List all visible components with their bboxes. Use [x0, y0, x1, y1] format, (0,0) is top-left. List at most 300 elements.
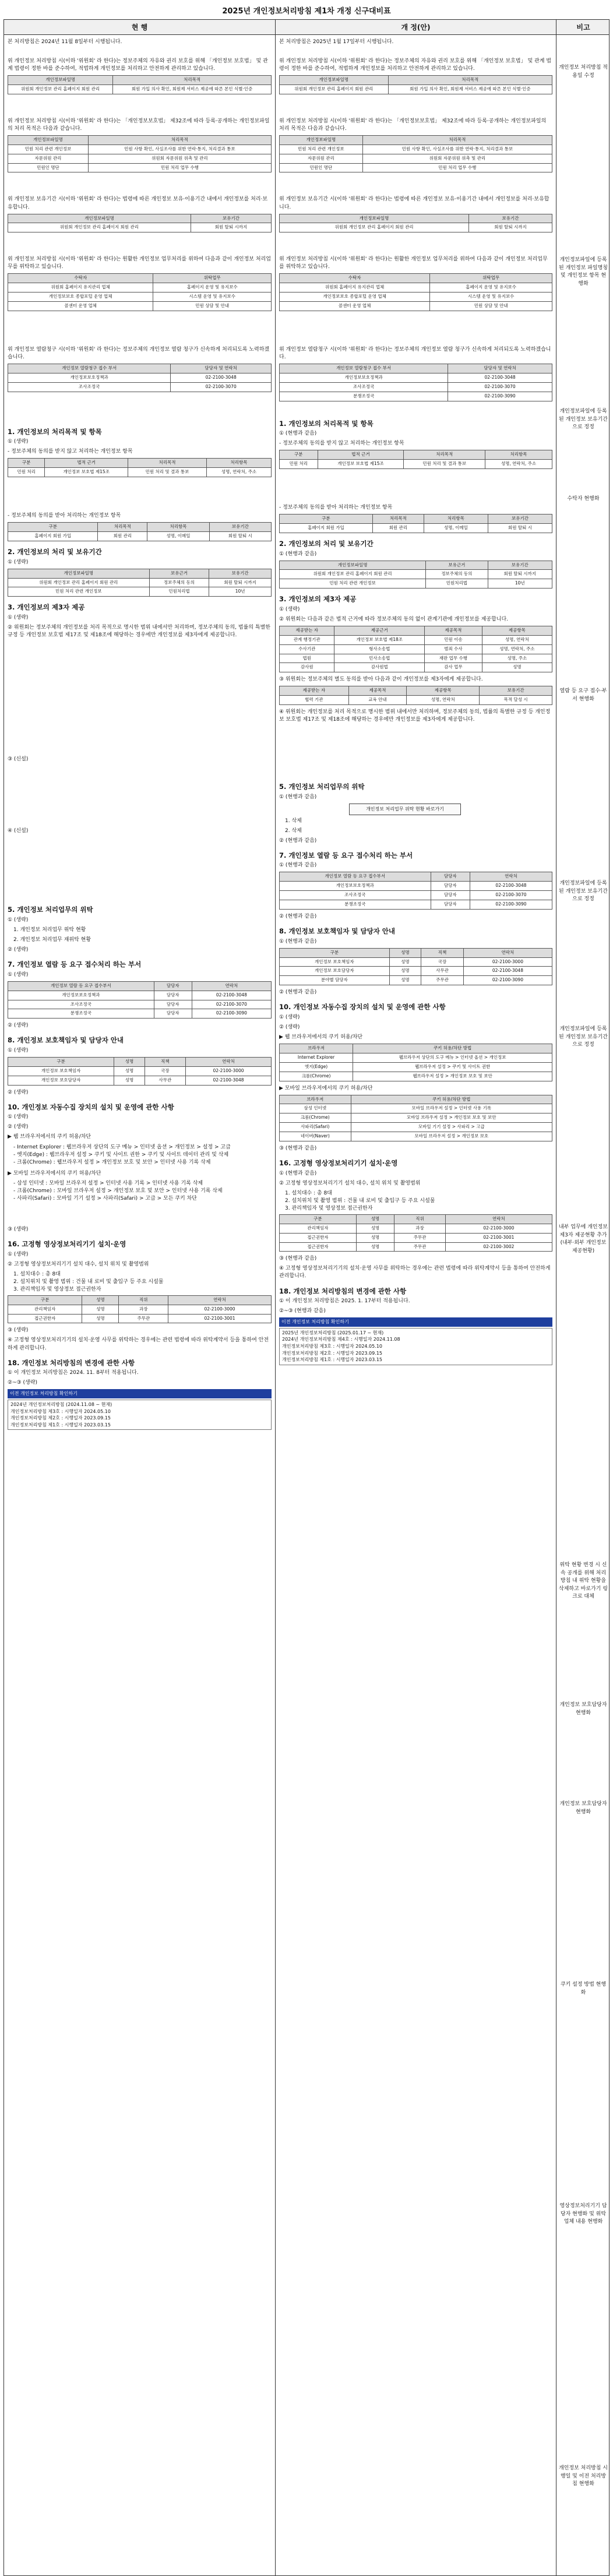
- s5-sub2: ② (생략): [8, 947, 29, 953]
- header-current: 현 행: [4, 20, 276, 34]
- section-10-title-new: 10. 개인정보 자동수집 장치의 설치 및 운영에 관한 사항: [279, 1003, 446, 1012]
- table-cell: 회원 탈퇴 시까지: [488, 570, 552, 579]
- table-cell: 위원회 자문위원 위촉 및 관리: [88, 154, 271, 163]
- table-row: [8, 145, 272, 154]
- outsourcing-table: [8, 273, 272, 311]
- table-header-row: [8, 569, 272, 578]
- table-cell: 민원인 명단: [8, 163, 89, 172]
- s16-sub3-new: ③ (현행과 같음): [279, 1256, 317, 1262]
- table-cell: 모바일 브라우저 설정 > 개인정보 보호: [351, 1132, 552, 1141]
- table-row: [280, 523, 552, 533]
- table-cell: 성명, 주소: [482, 654, 552, 663]
- column-header: 쿠키 허용/차단 방법: [351, 1095, 552, 1104]
- column-header: 브라우저: [280, 1095, 351, 1104]
- table-cell: 02-2100-3002: [445, 1242, 552, 1252]
- column-header: 처리항목: [206, 459, 271, 468]
- table-cell: 성명: [482, 663, 552, 672]
- list-item: 3. 관리책임자 및 영상정보 접근권한자: [285, 1205, 373, 1211]
- purpose-table: [8, 75, 272, 94]
- outsourcing-text-new: 위 개인정보 처리방침 시(이하 '위원회' 라 한다)는 원활한 개인정보 업무처리를 위하여 다음과 같이 개인정보 처리업무를 위탁하고 있습니다.: [279, 256, 548, 270]
- table-cell: 관리책임자: [280, 1224, 357, 1233]
- table-cell: 자문위원 관리: [280, 154, 363, 163]
- column-header: 개인정보파일명: [280, 135, 363, 145]
- table-row: [280, 1104, 552, 1113]
- s3-new4: ④ (신설): [8, 828, 29, 834]
- remark-p3: 개인정보파일에 등록된 개인정보 보유기간으로 정정: [559, 408, 608, 430]
- list-item: - 엣지(Edge) : 웹브라우저 설정 > 쿠키 및 사이트 권한 > 쿠키 및 사이트 데이터 관리 및 삭제: [13, 1151, 229, 1158]
- table-cell: 민원 사항 확인, 사실조사를 위한 연락·통지, 처리결과 통보: [88, 145, 271, 154]
- table-cell: 민원 처리 관련 개인정보: [8, 587, 150, 597]
- s1-b1: - 정보주체의 동의를 받지 않고 처리하는 개인정보 항목: [8, 449, 133, 455]
- s1-b2-new: - 정보주체의 동의를 받아 처리하는 개인정보 항목: [279, 505, 393, 511]
- table-row: [280, 145, 552, 154]
- table-cell: 위원회 자문위원 위촉 및 관리: [362, 154, 552, 163]
- table-row: [280, 967, 552, 976]
- s16-table: [8, 1295, 272, 1324]
- table-body: [3, 34, 610, 2576]
- table-cell: 분야별 담당자: [280, 976, 390, 985]
- s8-sub-new: ① (현행과 같음): [279, 938, 317, 945]
- table-cell: 협력 기관: [280, 696, 349, 705]
- list-item: 개인정보처리방침 제1호 : 시행일자 2023.03.15: [282, 1357, 382, 1363]
- column-header: 성명: [389, 948, 421, 957]
- table-row: [280, 579, 552, 589]
- table-cell: 성명: [389, 957, 421, 967]
- s7-table: [8, 981, 272, 1019]
- s10-b-new: ▶ 웹 브라우저에서의 쿠키 허용/차단: [279, 1034, 363, 1040]
- s7-table-new: [279, 872, 552, 910]
- s3-sub1: ① (생략): [8, 614, 29, 621]
- table-row: [280, 283, 552, 293]
- table-row: [8, 468, 272, 477]
- table-cell: 주무관: [394, 1242, 446, 1252]
- table-cell: 성명, 이메일: [147, 532, 209, 541]
- remark-s1: 개인정보파일에 등록된 개인정보 보유기간으로 정정: [559, 880, 608, 902]
- table-row: [280, 302, 552, 311]
- table-cell: 분쟁조정국: [280, 392, 448, 401]
- table-cell: 사파리(Safari): [280, 1123, 351, 1132]
- table-cell: 성명: [356, 1233, 394, 1242]
- s1-table1-new: [279, 450, 552, 469]
- table-cell: 02-2100-3000: [168, 1305, 272, 1314]
- section-1-new: [279, 419, 552, 533]
- table-cell: 민원 처리 관련 개인정보: [280, 145, 363, 154]
- table-row: [280, 570, 552, 579]
- s1-table2-new: [279, 514, 552, 533]
- section-1-title: 1. 개인정보의 처리목적 및 항목: [8, 427, 102, 436]
- file-block: [8, 118, 272, 173]
- table-cell: 국장: [145, 1066, 185, 1076]
- intro-new: 본 처리방침은 2025년 1월 17일부터 시행됩니다.: [279, 39, 394, 45]
- table-cell: 성명, 연락처, 주소: [206, 468, 271, 477]
- table-row: [280, 635, 552, 644]
- column-header: 담당자: [431, 872, 470, 882]
- s3-sub4-new: ④ 위원회는 개인정보를 처리 목적으로 명시한 범위 내에서만 처리하며, 정보주체의 동의, 법률의 특별한 규정 등 개인정보 보호법 제17조 및 제18조에 해당하는 경우에만 개인정보를 제3자에게 제공합니다.: [279, 709, 551, 723]
- list-item: 1. 설치대수 : 총 8대: [13, 1271, 61, 1277]
- s2-sub: ① (생략): [8, 559, 29, 565]
- prev-policy-banner-new[interactable]: 이전 개인정보 처리방침 확인하기: [279, 1317, 552, 1327]
- table-row: [8, 1066, 272, 1076]
- table-cell: 02-2100-3001: [445, 1233, 552, 1242]
- table-row: [8, 578, 272, 587]
- prev-policy-list: [8, 1400, 272, 1430]
- access-text: 위 개인정보 열람청구 시(이하 '위원회' 라 한다)는 정보주체의 개인정보 열람 청구가 신속하게 처리되도록 노력하겠습니다.: [8, 346, 270, 360]
- table-cell: 회원 탈퇴 시까지: [191, 223, 271, 232]
- column-header: 제공목적: [425, 626, 482, 635]
- table-row: [280, 373, 552, 382]
- remark-s2: 개인정보파일에 등록된 개인정보 보유기간으로 정정: [559, 1026, 608, 1048]
- table-cell: 관리책임자: [8, 1305, 82, 1314]
- intro: 본 처리방침은 2024년 11월 8일부터 시행됩니다.: [8, 39, 122, 45]
- table-cell: 위원회 개인정보 관리 홈페이지 회원 관리: [280, 570, 426, 579]
- s18-sub2: ②~③ (생략): [8, 1380, 37, 1386]
- column-header: 처리항목: [424, 515, 488, 524]
- table-cell: 성명: [82, 1305, 119, 1314]
- s7-sub2-new: ② (현행과 같음): [279, 913, 317, 919]
- table-row: [8, 373, 272, 382]
- table-cell: 정보주체의 동의: [149, 578, 209, 587]
- s5-l1: 1. 개인정보 처리업무 위탁 현황: [13, 926, 86, 933]
- column-header: 개인정보 열람 등 요구 접수부서: [280, 872, 431, 882]
- table-row: [280, 392, 552, 401]
- s10-b2-new: ▶ 모바일 브라우저에서의 쿠키 허용/차단: [279, 1085, 373, 1091]
- table-cell: 위원회 개인정보 관리 홈페이지 회원 관리: [8, 578, 150, 587]
- table-cell: 웹브라우저 상단의 도구 메뉴 > 인터넷 옵션 > 개인정보: [353, 1053, 552, 1062]
- column-header: 제공항목: [407, 686, 480, 696]
- purpose-text-new: 위 개인정보 처리방침 시(이하 '위원회' 라 한다)는 정보주체의 자유와 권리 보호를 위해 「개인정보 보호법」 및 관계 법령이 정한 바를 준수하여, 적법하게 개인정보를 처리하고 안전하게 관리하고 있습니다.: [279, 58, 551, 72]
- s8-table-new: [279, 948, 552, 986]
- column-header: 직위: [119, 1295, 168, 1305]
- list-item: 3. 관리책임자 및 영상정보 접근권한자: [13, 1286, 101, 1292]
- s7-sub-new: ① (현행과 같음): [279, 862, 317, 869]
- s1-sub1: ① (생략): [8, 439, 29, 445]
- section-5-title-new: 5. 개인정보 처리업무의 위탁: [279, 783, 365, 791]
- retention-text: 위 개인정보 보유기간 시(이하 '위원회' 라 한다)는 법령에 따른 개인정보 보유·이용기간 내에서 개인정보를 처리·보유합니다.: [8, 196, 268, 210]
- table-cell: 02-2100-3070: [192, 1000, 271, 1009]
- table-cell: 개인정보 보호담당자: [280, 967, 390, 976]
- table-cell: 정보주체의 동의: [426, 570, 488, 579]
- list-item: 2. 설치위치 및 촬영 범위 : 건물 내 로비 및 출입구 등 주요 시설물: [13, 1278, 164, 1285]
- table-cell: 회원 탈퇴 시까지: [209, 578, 272, 587]
- section-5: [8, 905, 272, 954]
- table-cell: 개인정보보호 종합포털 운영 업체: [280, 293, 430, 302]
- section-16: [8, 1239, 272, 1352]
- purpose-block: [8, 58, 272, 94]
- column-header: 브라우저: [280, 1044, 353, 1053]
- table-cell: 02-2100-3048: [463, 967, 552, 976]
- s16-sub4-new: ④ 고정형 영상정보처리기기의 설치·운영 사무를 위탁하는 경우에는 관련 법령에 따라 위탁계약서 등을 통하여 안전하게 관리합니다.: [279, 1266, 551, 1280]
- table-row: [280, 696, 552, 705]
- s5-l2: 2. 개인정보 처리업무 재위탁 현황: [13, 936, 91, 943]
- table-row: [8, 1009, 272, 1019]
- s16-sub3: ③ (생략): [8, 1327, 29, 1334]
- s3-table-new: [279, 626, 552, 672]
- table-cell: 성명: [389, 976, 421, 985]
- table-cell: 개인정보 보호담당자: [8, 1076, 114, 1085]
- table-cell: 성명: [114, 1066, 145, 1076]
- table-cell: 분쟁조정국: [8, 1009, 154, 1019]
- file-text: 위 개인정보 처리방침 시(이하 '위원회' 라 한다)는 「개인정보보호법」 제32조에 따라 등록·공개하는 개인정보파일의 처리 목적은 다음과 같습니다.: [8, 118, 270, 132]
- table-cell: 민원 처리 및 결과 통보: [404, 460, 485, 469]
- table-cell: 민원처리법: [149, 587, 209, 597]
- column-header: 처리목적: [98, 523, 147, 532]
- table-header-row: [8, 135, 272, 145]
- table-cell: 위원회 개인정보 관리 홈페이지 회원 관리: [8, 223, 191, 232]
- s18-sub2-new: ②~③ (현행과 같음): [279, 1308, 326, 1315]
- table-cell: 엣지(Edge): [280, 1062, 353, 1072]
- table-header-row: [8, 214, 272, 223]
- column-header: 연락처: [186, 1058, 272, 1067]
- header-remark: 비고: [576, 23, 590, 31]
- table-cell: 성명: [356, 1242, 394, 1252]
- table-cell: 개인정보보호 종합포털 운영 업체: [8, 293, 153, 302]
- table-cell: 위원회 개인정보 관리 홈페이지 회원 관리: [280, 85, 389, 94]
- s10-items: [13, 1144, 272, 1167]
- section-5-new: [279, 782, 552, 844]
- table-header-row: [280, 1095, 552, 1104]
- section-7-title: 7. 개인정보 열람 등 요구 접수처리 하는 부서: [8, 960, 142, 969]
- column-header: 개인정보파일명: [8, 569, 150, 578]
- table-cell: 회원 탈퇴 시: [488, 523, 552, 533]
- column-header: 법적 근거: [45, 459, 128, 468]
- table-cell: 02-2100-3090: [463, 976, 552, 985]
- section-2-title: 2. 개인정보의 처리 및 보유기간: [8, 547, 102, 556]
- table-row: [280, 293, 552, 302]
- table-cell: 10년: [488, 579, 552, 589]
- table-cell: 민원 처리 업무 수행: [88, 163, 271, 172]
- table-cell: 콜센터 운영 업체: [280, 302, 430, 311]
- table-cell: 감사원법: [334, 663, 425, 672]
- column-header: 개인정보 열람 등 요구 접수부서: [8, 981, 154, 991]
- s5-sub-new: ① (현행과 같음): [279, 794, 317, 800]
- column-header: 직책: [145, 1058, 185, 1067]
- table-cell: 과장: [394, 1224, 446, 1233]
- table-cell: 02-2100-3048: [470, 882, 552, 891]
- list-item: 개인정보처리방침 제2호 : 시행일자 2023.09.15: [10, 1415, 111, 1421]
- table-cell: 자문위원 관리: [8, 154, 89, 163]
- remark-s3: 내부 업무에 개인정보 제3자 제공현황 추가(내부·외부 개인정보 제공현황): [559, 1224, 608, 1254]
- access-table-new: [279, 364, 552, 401]
- table-cell: 개인정보보호정책과: [8, 991, 154, 1000]
- table-row: [8, 283, 272, 293]
- prev-policy-list-new: [279, 1328, 552, 1365]
- table-header-row: [280, 626, 552, 635]
- table-row: [280, 976, 552, 985]
- table-row: [280, 1224, 552, 1233]
- retention-table-new: [279, 214, 552, 233]
- section-18-title: 18. 개인정보 처리방침의 변경에 관한 사항: [8, 1358, 135, 1367]
- table-cell: 개인정보보호정책과: [280, 373, 448, 382]
- column-header: 개인정보파일명: [8, 135, 89, 145]
- table-row: [280, 1072, 552, 1081]
- table-cell: 주무관: [421, 976, 464, 985]
- table-cell: 접근권한자: [280, 1242, 357, 1252]
- table-header-row: [280, 76, 552, 85]
- table-header-row: [8, 1058, 272, 1067]
- s5-l1-new: 1. 삭제: [285, 817, 302, 824]
- table-row: [280, 1113, 552, 1123]
- table-cell: 주무관: [394, 1233, 446, 1242]
- table-cell: 삼성 인터넷: [280, 1104, 351, 1113]
- table-row: [280, 154, 552, 163]
- table-header-row: [280, 135, 552, 145]
- section-8-new: [279, 926, 552, 996]
- column-header: 처리목적: [362, 135, 552, 145]
- column-header: 직책: [421, 948, 464, 957]
- s10-b2: ▶ 모바일 브라우저에서의 쿠키 허용/차단: [8, 1170, 101, 1176]
- column-header: 제공목적: [348, 686, 407, 696]
- table-cell: 감사원: [280, 663, 334, 672]
- s10-items2: [13, 1180, 272, 1203]
- table-cell: 02-2100-3048: [186, 1076, 272, 1085]
- s3-sub3-new: ③ 위원회는 정보주체의 별도 동의를 받아 다음과 같이 개인정보를 제3자에게 제공합니다.: [279, 676, 483, 683]
- table-cell: 개인정보 보호법 제15조: [45, 468, 128, 477]
- table-cell: 네이버(Naver): [280, 1132, 351, 1141]
- column-header: 법적 근거: [318, 450, 404, 460]
- table-cell: 접근권한자: [280, 1233, 357, 1242]
- table-cell: 회원 관리: [372, 523, 424, 533]
- table-cell: 담당자: [431, 900, 470, 910]
- remark-0: 개인정보 처리방침 적용일 수정: [559, 65, 608, 79]
- column-header: 위탁업무: [153, 274, 272, 283]
- outsourcing-block-new: [279, 256, 552, 311]
- remark-s8: 개인정보 보호담당자 현행화: [559, 1801, 607, 1815]
- table-row: [280, 1053, 552, 1062]
- s1-b2: - 정보주체의 동의를 받아 처리하는 개인정보 항목: [8, 513, 121, 519]
- table-cell: 회원 가입 의사 확인, 회원제 서비스 제공에 따른 본인 식별·인증: [388, 85, 552, 94]
- table-cell: 성명: [82, 1314, 119, 1323]
- column-header: 개인정보파일명: [280, 214, 469, 223]
- list-item: 개인정보처리방침 제3호 : 시행일자 2024.05.10: [282, 1344, 382, 1349]
- table-cell: 02-2100-3048: [448, 373, 552, 382]
- prev-policy-banner[interactable]: 이전 개인정보 처리방침 확인하기: [8, 1389, 272, 1398]
- column-header: 제공받는 자: [280, 686, 349, 696]
- column-header: 보유근거: [149, 569, 209, 578]
- table-cell: 관계 행정기관: [280, 635, 334, 644]
- s8-sub: ① (생략): [8, 1048, 29, 1053]
- table-cell: 웹브라우저 설정 > 쿠키 및 사이트 권한: [353, 1062, 552, 1072]
- table-header-row: [280, 515, 552, 524]
- section-8-title: 8. 개인정보 보호책임자 및 담당자 안내: [8, 1036, 124, 1045]
- section-18-title-new: 18. 개인정보 처리방침의 변경에 관한 사항: [279, 1287, 407, 1295]
- table-cell: 담당자: [431, 891, 470, 900]
- column-header: 구분: [8, 1058, 114, 1067]
- column-header: 보유기간: [209, 523, 271, 532]
- table-cell: 개인정보보호정책과: [8, 373, 171, 382]
- table-cell: 사무관: [145, 1076, 185, 1085]
- section-16-title: 16. 고정형 영상정보처리기기 설치·운영: [8, 1239, 126, 1248]
- table-header-row: [280, 450, 552, 460]
- table-cell: 민원처리법: [426, 579, 488, 589]
- table-cell: 재판 업무 수행: [425, 654, 482, 663]
- s7-sub: ① (생략): [8, 971, 29, 978]
- s2-table-new: [279, 561, 552, 589]
- outsourcing-link-button[interactable]: 개인정보 처리업무 위탁 현황 바로가기: [349, 804, 461, 815]
- column-header: 구분: [280, 450, 318, 460]
- table-header-row: [280, 364, 552, 373]
- list-item: 2025년 개인정보처리방침 (2025.01.17 ~ 현재): [282, 1330, 384, 1335]
- table-cell: 홈페이지 회원 가입: [280, 523, 373, 533]
- section-7-title-new: 7. 개인정보 열람 등 요구 접수처리 하는 부서: [279, 851, 413, 859]
- s10-sub2-new: ② (생략): [279, 1024, 300, 1030]
- s10-table-new: [279, 1044, 552, 1081]
- table-cell: 국장: [421, 957, 464, 967]
- s5-sub2-new: ② (현행과 같음): [279, 837, 317, 844]
- table-cell: 회원 가입 의사 확인, 회원제 서비스 제공에 따른 본인 식별·인증: [113, 85, 272, 94]
- section-7: [8, 960, 272, 1030]
- table-header-row: [280, 948, 552, 957]
- table-cell: 콜센터 운영 업체: [8, 302, 153, 311]
- column-header: 보유기간: [209, 569, 272, 578]
- column-header: 처리항목: [485, 450, 552, 460]
- column-header: 보유기간: [191, 214, 271, 223]
- table-cell: 모바일 브라우저 설정 > 인터넷 사용 기록: [351, 1104, 552, 1113]
- table-row: [280, 900, 552, 910]
- s18-sub: ① 이 개인정보 처리방침은 2024. 11. 8부터 적용됩니다.: [8, 1370, 139, 1376]
- table-cell: 성명: [389, 967, 421, 976]
- table-cell: 개인정보 보호법 제15조: [318, 460, 404, 469]
- s1-sub1-new: ① (현행과 같음): [279, 431, 317, 437]
- table-cell: 감사 업무: [425, 663, 482, 672]
- s8-sub2-new: ② (현행과 같음): [279, 989, 317, 996]
- table-row: [8, 154, 272, 163]
- column-header: 성명: [82, 1295, 119, 1305]
- table-cell: 위원회 개인정보 관리 홈페이지 회원 관리: [8, 85, 113, 94]
- list-item: 1. 설치대수 : 총 8대: [285, 1190, 332, 1196]
- table-cell: 민원 상담 및 안내: [153, 302, 272, 311]
- remark-s5: 위탁 현황 변경 시 신속 공개를 위해 처리방침 내 위탁 현황을 삭제하고 바로가기 링크로 대체: [559, 1562, 608, 1599]
- table-cell: 민원 처리: [280, 460, 318, 469]
- remark-p5: 열람 등 요구 접수·부서 현행화: [559, 688, 607, 702]
- section-5-title: 5. 개인정보 처리업무의 위탁: [8, 905, 93, 914]
- s10-b: ▶ 웹 브라우저에서의 쿠키 허용/차단: [8, 1134, 91, 1140]
- table-row: [8, 1305, 272, 1314]
- s16-table-new: [279, 1214, 552, 1252]
- table-header-row: [8, 459, 272, 468]
- column-header: 수탁자: [280, 274, 430, 283]
- list-item: 2024년 개인정보처리방침 (2024.11.08 ~ 현재): [10, 1401, 112, 1407]
- column-header: 제공항목: [482, 626, 552, 635]
- column-header: 성명: [356, 1214, 394, 1224]
- s16-sub2: ② 고정형 영상정보처리기기 설치 대수, 설치 위치 및 촬영범위: [8, 1261, 149, 1267]
- table-cell: 성명, 연락처, 주소: [482, 644, 552, 654]
- revised-column: [276, 35, 556, 2575]
- header-revised: 개 정(안): [276, 20, 556, 34]
- s3-new3: ③ (신설): [8, 756, 29, 763]
- table-cell: 민원 처리: [8, 468, 45, 477]
- column-header: 보유근거: [426, 561, 488, 570]
- column-header: 구분: [280, 1214, 357, 1224]
- section-7-new: [279, 851, 552, 921]
- table-header-row: [8, 981, 272, 991]
- outsourcing-block: [8, 256, 272, 311]
- table-cell: 성명, 연락처, 주소: [485, 460, 552, 469]
- table-cell: 민원인 명단: [280, 163, 363, 172]
- table-cell: 02-2100-3000: [186, 1066, 272, 1076]
- access-block: [8, 346, 272, 392]
- table-cell: 시스템 운영 및 유지보수: [153, 293, 272, 302]
- column-header: 위탁업무: [430, 274, 552, 283]
- table-row: [280, 957, 552, 967]
- table-cell: 02-2100-3070: [448, 382, 552, 392]
- table-cell: 성명: [114, 1076, 145, 1085]
- table-cell: 법원: [280, 654, 334, 663]
- table-row: [280, 223, 552, 232]
- table-row: [280, 460, 552, 469]
- column-header: 처리목적: [113, 76, 272, 85]
- remark-s16: 영상정보처리기기 담당자 현행화 및 위탁업체 내용 현행화: [559, 2203, 607, 2225]
- table-header-row: [280, 561, 552, 570]
